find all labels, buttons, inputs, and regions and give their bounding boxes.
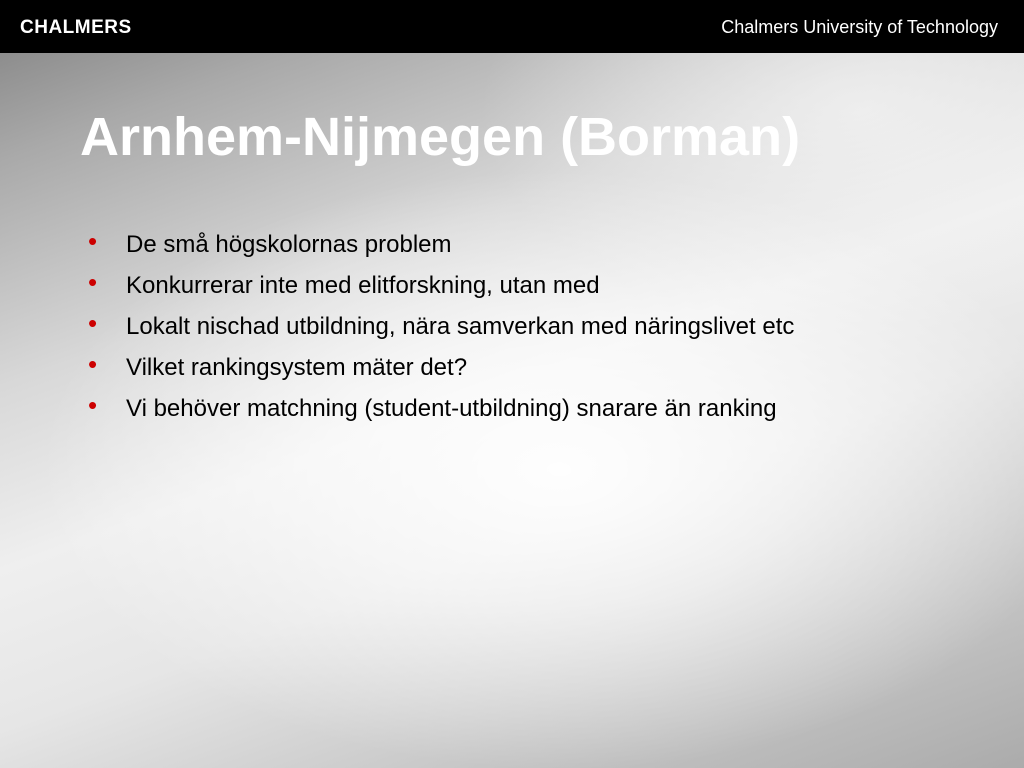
bullet-icon: • bbox=[88, 226, 98, 256]
chalmers-logo: CHALMERS bbox=[20, 17, 132, 38]
bullet-item bbox=[88, 226, 988, 267]
bullet-text: Konkurrerar inte med elitforskning, utan med bbox=[126, 272, 600, 299]
bullet-icon: • bbox=[88, 267, 98, 297]
university-name: Chalmers University of Technology bbox=[721, 17, 998, 37]
bullet-text: Vilket rankingsystem mäter det? bbox=[126, 354, 468, 381]
bullet-text: Vi behöver matchning (student-utbildning) snarare än ranking bbox=[126, 395, 777, 422]
header-bar bbox=[0, 0, 1024, 53]
bullet-item bbox=[88, 349, 988, 390]
bullet-icon: • bbox=[88, 308, 98, 338]
bullet-icon: • bbox=[88, 390, 98, 420]
bullet-text: De små högskolornas problem bbox=[126, 231, 452, 258]
bullet-text: Lokalt nischad utbildning, nära samverkan med näringslivet etc bbox=[126, 313, 795, 340]
bullet-item bbox=[88, 308, 988, 349]
bullet-icon: • bbox=[88, 349, 98, 379]
bullet-item bbox=[88, 390, 988, 431]
bullet-list bbox=[88, 226, 988, 431]
slide-title: Arnhem-Nijmegen (Borman) bbox=[80, 107, 801, 167]
bullet-item bbox=[88, 267, 988, 308]
